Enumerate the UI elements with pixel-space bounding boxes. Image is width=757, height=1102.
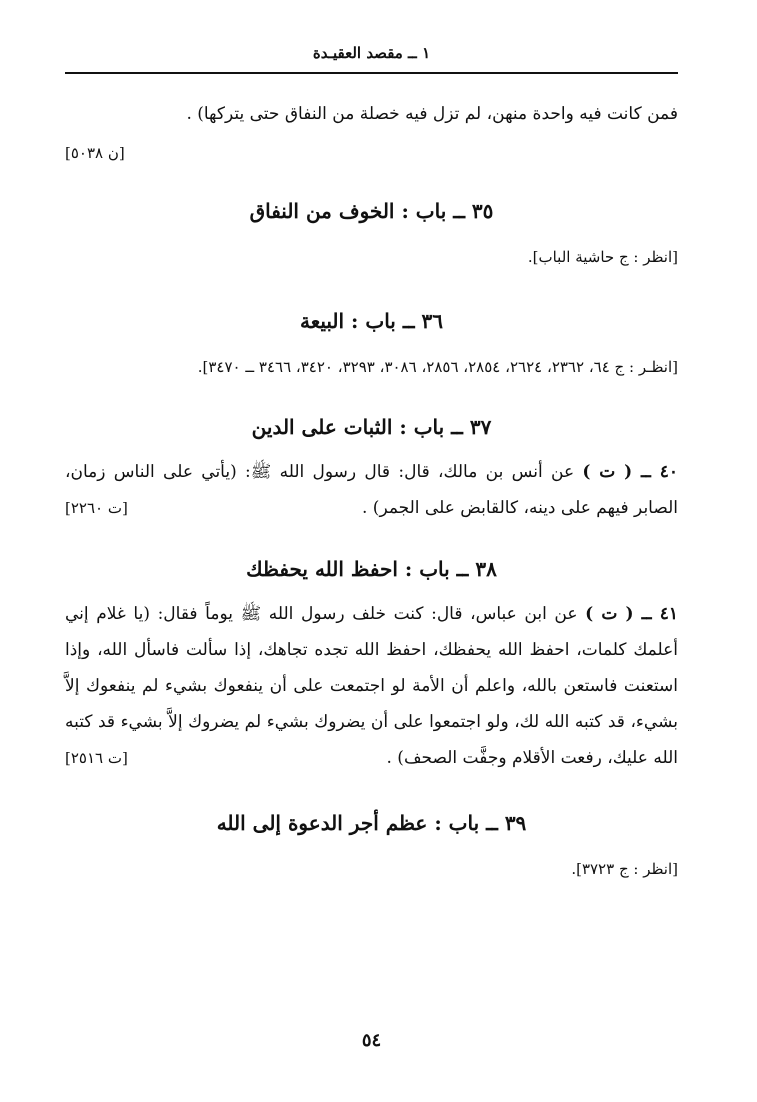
hadith-41-text: عن ابن عباس، قال: كنت خلف رسول الله ﷺ يوماً فقال: (يا غلام إني أعلمك كلمات، احفظ الله يحفظك، احفظ الله تجده تجاهك، إذا سألت فاسأل الله، وإذا استعنت فاستعن بالله، واعلم أن الأمة لو اجتمعت على أن ينفعوك بشيء لم ينفعوك إلاَّ بشيء، قد كتبه الله لك، ولو اجتمعوا على أن يضروك بشيء لم يضروك إلاَّ بشيء قد كتبه الله عليك، رفعت الأقلام وجفَّت الصحف) . — [65, 604, 678, 768]
continuation-text: فمن كانت فيه واحدة منهن، لم تزل فيه خصلة من النفاق حتى يتركها) . — [186, 104, 678, 124]
hadith-41-number: ٤١ ــ ( ت ) — [585, 604, 678, 624]
hadith-40 — [65, 454, 678, 526]
chapter-39-note: [انظر : ج ٣٧٢٣]. — [571, 860, 678, 878]
running-head: ١ ــ مقصد العقيـدة — [312, 44, 431, 62]
hadith-41 — [65, 596, 678, 776]
chapter-39-heading: ٣٩ ــ باب : عظم أجر الدعوة إلى الله — [216, 811, 527, 835]
book-page — [65, 40, 678, 1070]
chapter-37-heading: ٣٧ ــ باب : الثبات على الدين — [251, 415, 492, 439]
hadith-40-text: عن أنس بن مالك، قال: قال رسول الله ﷺ: (يأتي على الناس زمان، الصابر فيهم على دينه، كالقابض على الجمر) . — [65, 462, 678, 518]
chapter-36-note: [انظـر : ج ٦٤، ٢٣٦٢، ٢٦٢٤، ٢٨٥٤، ٢٨٥٦، ٣٠٨٦، ٣٢٩٣، ٣٤٢٠، ٣٤٦٦ ــ ٣٤٧٠]. — [197, 358, 678, 376]
hadith-40-ref: [ت ٢٢٦٠] — [65, 499, 128, 517]
continuation-ref: [ن ٥٠٣٨] — [65, 144, 125, 162]
page-number: ٥٤ — [361, 1030, 382, 1051]
chapter-38-heading: ٣٨ ــ باب : احفظ الله يحفظك — [246, 557, 497, 581]
hadith-40-number: ٤٠ ــ ( ت ) — [582, 462, 678, 482]
chapter-36-heading: ٣٦ ــ باب : البيعة — [299, 309, 444, 333]
header-rule — [65, 72, 678, 74]
hadith-41-ref: [ت ٢٥١٦] — [65, 749, 128, 767]
chapter-35-note: [انظر : ج حاشية الباب]. — [527, 248, 678, 266]
chapter-35-heading: ٣٥ ــ باب : الخوف من النفاق — [249, 199, 494, 223]
